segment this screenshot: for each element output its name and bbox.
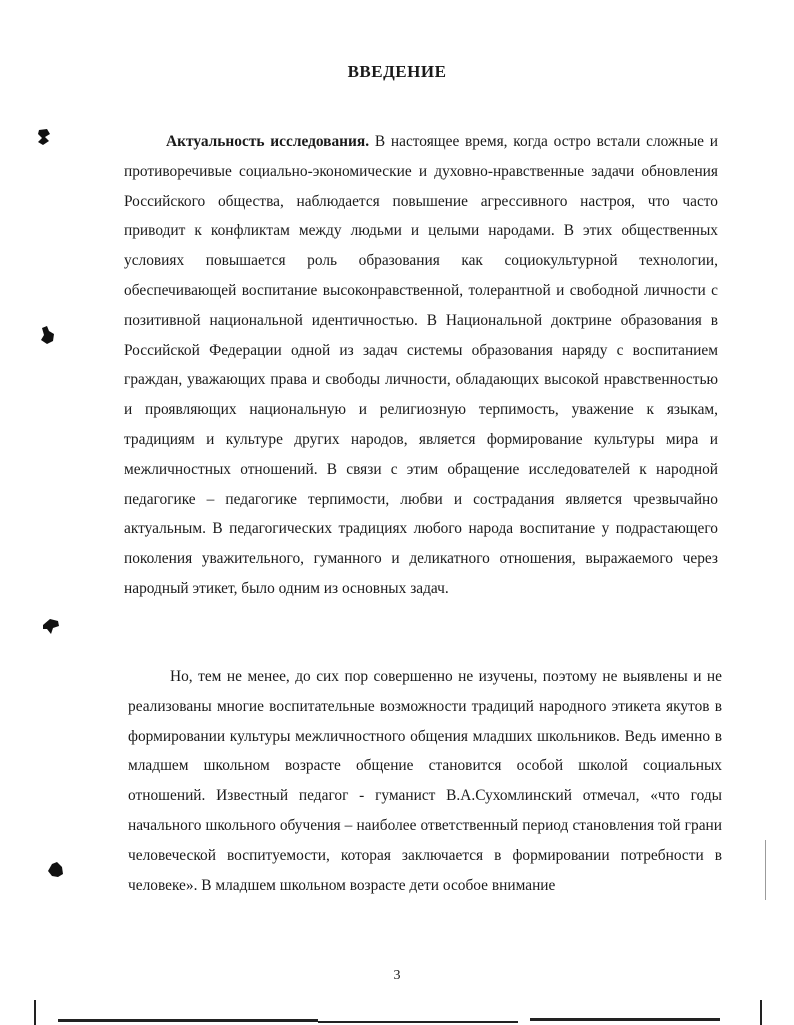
punch-hole-mark-3 [42,617,60,635]
paragraph-relevance [124,127,718,604]
punch-hole-mark-4 [46,861,64,879]
punch-hole-mark-2 [38,325,56,345]
punch-hole-mark-1 [36,128,52,146]
scan-edge-right-bottom [760,1000,762,1025]
relevance-lead: Актуальность исследования. [166,133,370,150]
page-number: 3 [393,968,401,983]
scan-edge-right [765,840,766,900]
scan-edge-bottom-mid [318,1021,518,1023]
scan-edge-bottom-left [58,1019,318,1022]
paragraph-second: Но, тем не менее, до сих пор совершенно не изучены, поэтому не выявлены и не реализованы многие воспитательные возможности традиций народного этикета якутов в формировании культуры межличностного общения младших школьников. Ведь именно в младшем школьном возрасте общение становится особой школой социальных отношений. Известный педагог - гуманист В.А.Сухомлинский отмечал, «что годы начального школьного обучения – наиболее ответственный период становления той грани человеческой воспитуемости, которая заключается в формировании потребности в человеке». В младшем школьном возрасте дети особое внимание [128,668,722,894]
page-title: ВВЕДЕНИЕ [347,62,447,81]
scan-edge-left [34,1000,36,1025]
relevance-text: В настоящее время, когда остро встали сложные и противоречивые социально-экономические и духовно-нравственные задачи обновления Российского общества, наблюдается повышение агрессивного настроя, что часто приводит к конфликтам между людьми и целыми народами. В этих общественных условиях повышается роль образования как социокультурной технологии, обеспечивающей воспитание высоконравственной, толерантной и свободной личности с позитивной национальной идентичностью. В Национальной доктрине образования в Российской Федерации одной из задач системы образования наряду с воспитанием граждан, уважающих права и свободы личности, обладающих высокой нравственностью и проявляющих национальную и религиозную терпимость, уважение к языкам, традициям и культуре других народов, является формирование культуры мира и межличностных отношений. В связи с этим обращение исследователей к народной педагогике – педагогике терпимости, любви и сострадания является чрезвычайно актуальным. В педагогических традициях любого народа воспитание у подрастающего поколения уважительного, гуманного и деликатного отношения, выражаемого через народный этикет, было одним из основных задач. [124,133,718,597]
scan-edge-bottom-right [530,1018,720,1021]
